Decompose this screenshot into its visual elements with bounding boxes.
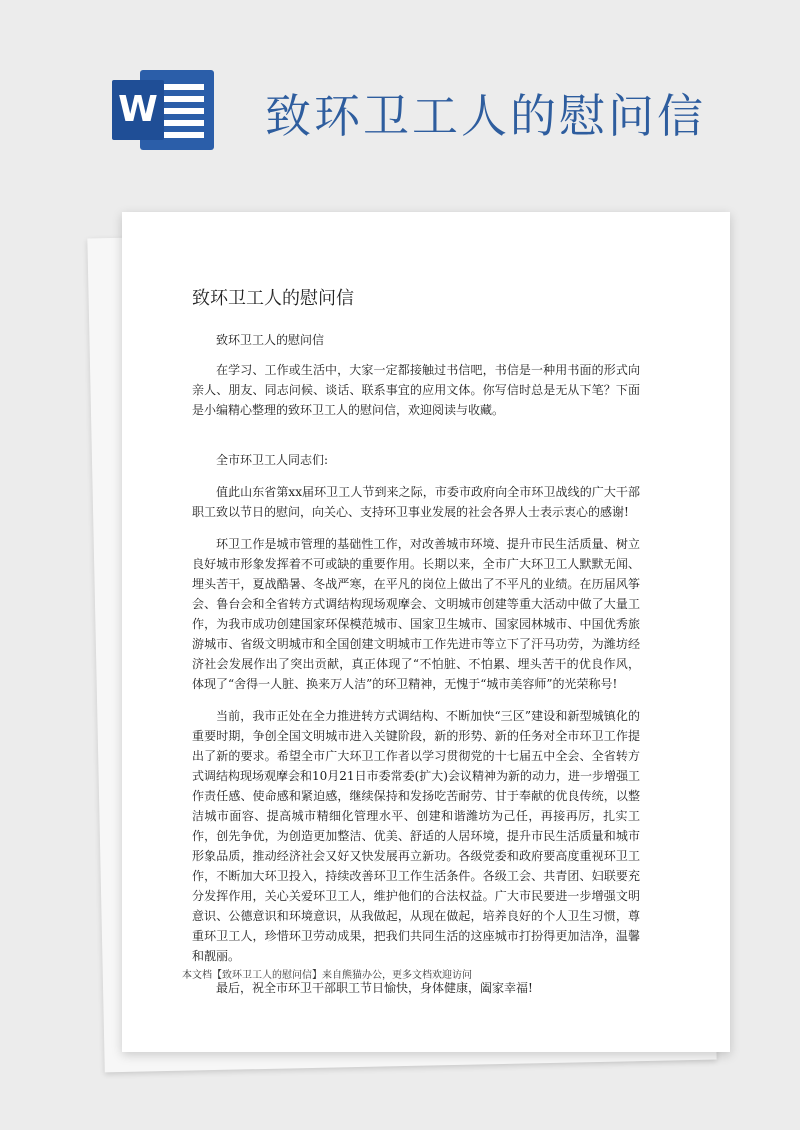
paragraph-closing: 最后，祝全市环卫干部职工节日愉快，身体健康，阖家幸福! bbox=[216, 981, 533, 995]
paragraph-1: 值此山东省第xx届环卫工人节到来之际，市委市政府向全市环卫战线的广大干部职工致以节日的慰问，向关心、支持环卫事业发展的社会各界人士表示衷心的感谢! bbox=[192, 485, 640, 519]
paragraph-greeting: 全市环卫工人同志们: bbox=[216, 453, 329, 467]
paragraph-subtitle: 致环卫工人的慰问信 bbox=[216, 333, 325, 347]
word-logo-letter: W bbox=[112, 80, 164, 140]
document-body bbox=[192, 330, 640, 1010]
paragraph-3: 当前，我市正处在全力推进转方式调结构、不断加快“三区”建设和新型城镇化的重要时期，争创全国文明城市进入关键阶段，新的形势、新的任务对全市环卫工作提出了新的要求。希望全市广大环卫工作者以学习贯彻党的十七届五中全会、全省转方式调结构现场观摩会和10月21日市委常委(扩大)会议精神为新的动力，进一步增强工作责任感、使命感和紧迫感，继续保持和发扬吃苦耐劳、甘于奉献的优良传统，以整洁城市面容、提高城市精细化管理水平、创建和谐潍坊为己任，再接再厉，扎实工作，创先争优，为创造更加整洁、优美、舒适的人居环境，提升市民生活质量和城市形象品质，推动经济社会又好又快发展再立新功。各级党委和政府要高度重视环卫工作，不断加大环卫投入，持续改善环卫工作生活条件。各级工会、共青团、妇联要充分发挥作用，关心关爱环卫工人，维护他们的合法权益。广大市民要进一步增强文明意识、公德意识和环境意识，从我做起，从现在做起，培养良好的个人卫生习惯，尊重环卫工人，珍惜环卫劳动成果，把我们共同生活的这座城市打扮得更加洁净，温馨和靓丽。 bbox=[192, 709, 640, 963]
paragraph-2: 环卫工作是城市管理的基础性工作，对改善城市环境、提升市民生活质量、树立良好城市形象发挥着不可或缺的重要作用。长期以来，全市广大环卫工人默默无闻、埋头苦干，夏战酷暑、冬战严寒，在平凡的岗位上做出了不平凡的业绩。在历届风筝会、鲁台会和全省转方式调结构现场观摩会、文明城市创建等重大活动中做了大量工作，为我市成功创建国家环保模范城市、国家卫生城市、国家园林城市、中国优秀旅游城市、省级文明城市和全国创建文明城市工作先进市等立下了汗马功劳，为潍坊经济社会发展作出了突出贡献，真正体现了“不怕脏、不怕累、埋头苦干的优良作风，体现了“舍得一人脏、换来万人洁”的环卫精神，无愧于“城市美容师”的光荣称号! bbox=[192, 537, 640, 691]
document-footer: 本文档【致环卫工人的慰问信】来自熊猫办公，更多文档欢迎访问 bbox=[182, 970, 472, 981]
banner-title: 致环卫工人的慰问信 bbox=[265, 89, 706, 143]
paragraph-intro: 在学习、工作或生活中，大家一定都接触过书信吧，书信是一种用书面的形式向亲人、朋友、同志问候、谈话、联系事宜的应用文体。你写信时总是无从下笔？下面是小编精心整理的致环卫工人的慰问信，欢迎阅读与收藏。 bbox=[192, 363, 640, 417]
banner bbox=[0, 0, 800, 200]
word-icon bbox=[112, 70, 216, 150]
document-title: 致环卫工人的慰问信 bbox=[192, 288, 354, 309]
document-page bbox=[122, 212, 730, 1052]
